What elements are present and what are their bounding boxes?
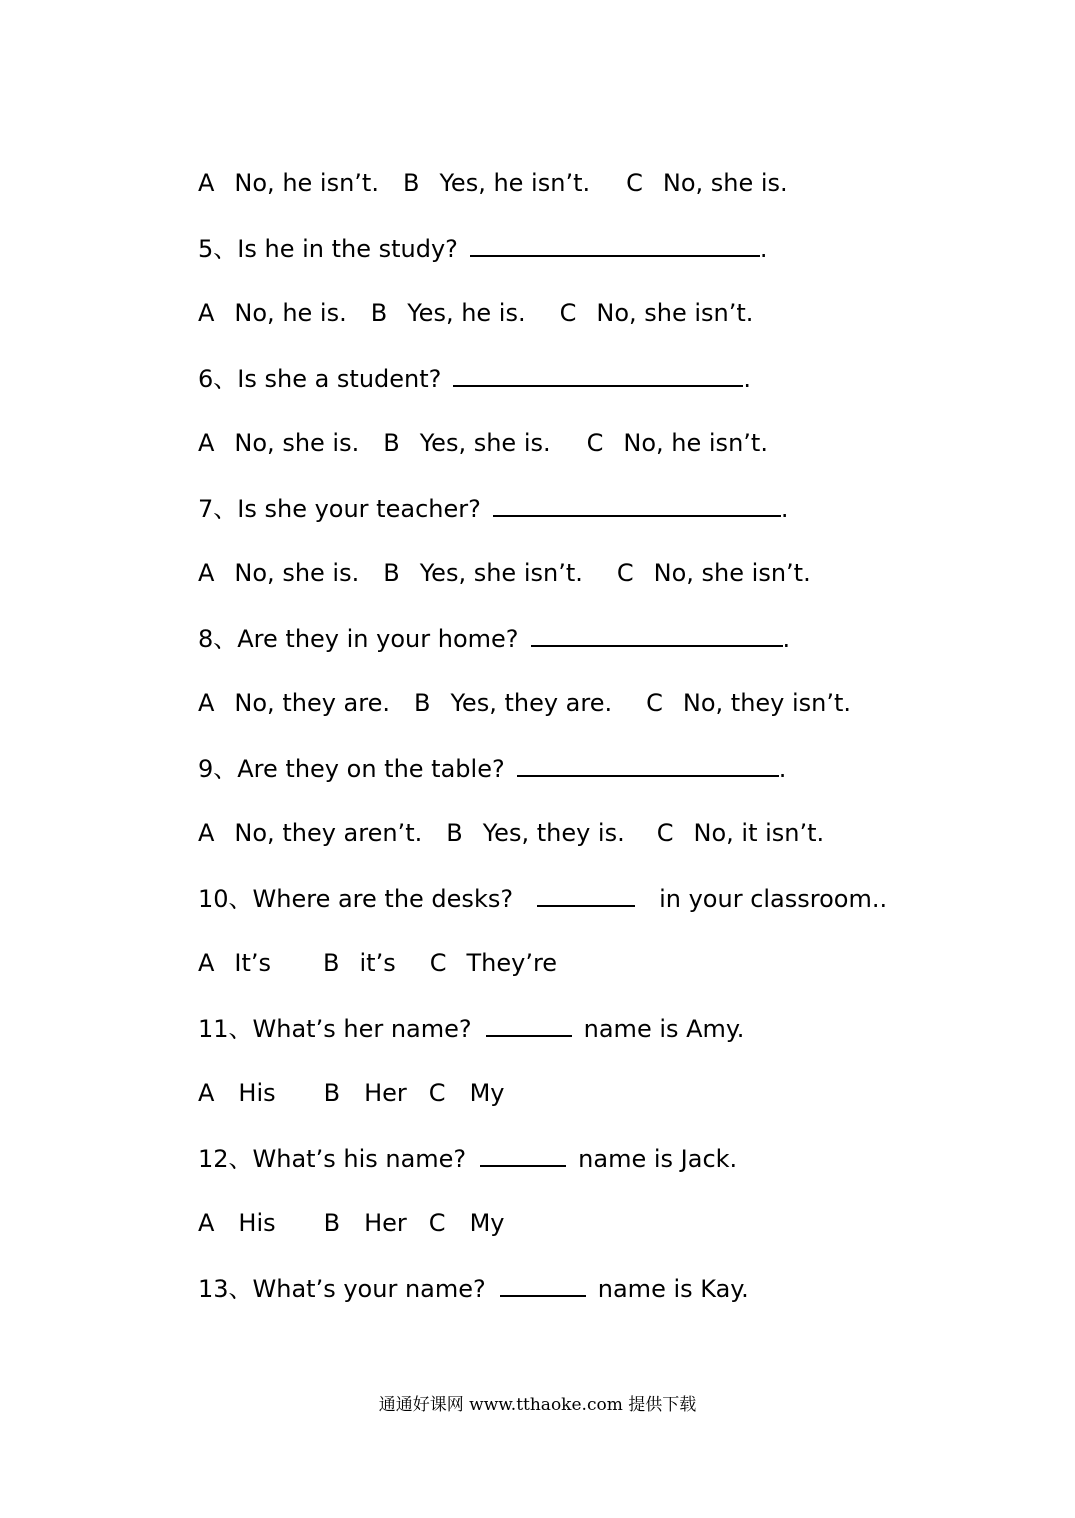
option-b-letter: B xyxy=(323,1209,341,1237)
question-tail: name is Jack. xyxy=(578,1145,738,1173)
options-q7 xyxy=(198,558,811,588)
option-c-text: No, she isn’t. xyxy=(653,559,811,587)
option-c-text: My xyxy=(469,1079,505,1107)
option-a-letter: A xyxy=(198,949,215,977)
option-a-letter: A xyxy=(198,689,215,717)
question-text: 6、Is she a student? xyxy=(198,365,442,393)
question-11 xyxy=(198,1013,744,1044)
option-c-letter: C xyxy=(428,1209,446,1237)
option-a-letter: A xyxy=(198,429,215,457)
option-b-text: Her xyxy=(364,1079,407,1107)
option-a-letter: A xyxy=(198,169,215,197)
option-a-text: No, they aren’t. xyxy=(234,819,423,847)
question-text: 12、What’s his name? xyxy=(198,1145,467,1173)
option-b-letter: B xyxy=(446,819,463,847)
option-b-letter: B xyxy=(413,689,431,717)
question-13 xyxy=(198,1273,749,1304)
option-c-letter: C xyxy=(559,299,577,327)
option-a-letter: A xyxy=(198,1209,215,1237)
question-text: 9、Are they on the table? xyxy=(198,755,505,783)
answer-blank[interactable] xyxy=(517,753,779,777)
option-a-letter: A xyxy=(198,1079,215,1107)
question-tail: in your classroom.. xyxy=(659,885,888,913)
answer-blank[interactable] xyxy=(470,233,760,257)
question-6 xyxy=(198,363,751,394)
question-tail: . xyxy=(743,365,752,393)
option-a-letter: A xyxy=(198,819,215,847)
option-c-text: No, he isn’t. xyxy=(623,429,768,457)
option-a-letter: A xyxy=(198,299,215,327)
answer-blank[interactable] xyxy=(537,883,635,907)
options-q9 xyxy=(198,818,824,848)
option-b-letter: B xyxy=(402,169,420,197)
option-a-text: No, she is. xyxy=(234,429,360,457)
answer-blank[interactable] xyxy=(480,1143,566,1167)
question-tail: . xyxy=(759,235,768,263)
options-q5 xyxy=(198,298,753,328)
option-a-text: No, they are. xyxy=(234,689,390,717)
answer-blank[interactable] xyxy=(453,363,743,387)
option-a-text: His xyxy=(238,1209,276,1237)
options-q8 xyxy=(198,688,851,718)
options-q12 xyxy=(198,1208,504,1238)
option-c-text: No, it isn’t. xyxy=(693,819,825,847)
answer-blank[interactable] xyxy=(500,1273,586,1297)
option-c-letter: C xyxy=(616,559,634,587)
question-text: 11、What’s her name? xyxy=(198,1015,472,1043)
question-text: 10、Where are the desks? xyxy=(198,885,514,913)
option-c-text: My xyxy=(469,1209,505,1237)
option-c-text: No, she isn’t. xyxy=(596,299,754,327)
option-c-text: No, she is. xyxy=(662,169,788,197)
option-c-letter: C xyxy=(429,949,447,977)
option-b-letter: B xyxy=(323,949,340,977)
question-9 xyxy=(198,753,786,784)
option-a-text: His xyxy=(238,1079,276,1107)
options-q11 xyxy=(198,1078,504,1108)
option-a-letter: A xyxy=(198,559,215,587)
question-text: 7、Is she your teacher? xyxy=(198,495,481,523)
question-8 xyxy=(198,623,790,654)
option-b-text: Yes, he is. xyxy=(407,299,526,327)
options-q10 xyxy=(198,948,557,978)
question-tail: . xyxy=(782,625,791,653)
option-b-letter: B xyxy=(383,429,400,457)
question-12 xyxy=(198,1143,737,1174)
option-c-letter: C xyxy=(428,1079,446,1107)
option-b-letter: B xyxy=(370,299,388,327)
option-b-text: Yes, they is. xyxy=(482,819,625,847)
option-c-letter: C xyxy=(626,169,643,197)
question-5 xyxy=(198,233,768,264)
answer-blank[interactable] xyxy=(493,493,781,517)
question-tail: name is Amy. xyxy=(583,1015,745,1043)
question-text: 13、What’s your name? xyxy=(198,1275,486,1303)
option-c-letter: C xyxy=(646,689,663,717)
option-b-text: Yes, they are. xyxy=(450,689,613,717)
option-a-text: No, he is. xyxy=(234,299,347,327)
option-a-text: No, she is. xyxy=(234,559,360,587)
question-text: 8、Are they in your home? xyxy=(198,625,519,653)
option-c-text: No, they isn’t. xyxy=(682,689,852,717)
options-q6 xyxy=(198,428,768,458)
question-tail: . xyxy=(780,495,789,523)
question-tail: . xyxy=(778,755,787,783)
option-a-text: It’s xyxy=(234,949,272,977)
question-10 xyxy=(198,883,887,914)
option-b-text: it’s xyxy=(359,949,396,977)
option-b-letter: B xyxy=(323,1079,341,1107)
option-c-letter: C xyxy=(656,819,674,847)
option-b-text: Yes, she is. xyxy=(419,429,551,457)
question-text: 5、Is he in the study? xyxy=(198,235,458,263)
answer-blank[interactable] xyxy=(486,1013,572,1037)
option-a-text: No, he isn’t. xyxy=(234,169,379,197)
question-tail: name is Kay. xyxy=(597,1275,749,1303)
page-footer: 通通好课网 www.tthaoke.com 提供下载 xyxy=(378,1395,697,1415)
option-b-text: Yes, she isn’t. xyxy=(419,559,583,587)
option-c-letter: C xyxy=(586,429,604,457)
option-c-text: They’re xyxy=(466,949,558,977)
option-b-text: Her xyxy=(364,1209,407,1237)
options-q4 xyxy=(198,168,788,198)
question-7 xyxy=(198,493,788,524)
option-b-text: Yes, he isn’t. xyxy=(439,169,591,197)
option-b-letter: B xyxy=(383,559,400,587)
answer-blank[interactable] xyxy=(531,623,783,647)
